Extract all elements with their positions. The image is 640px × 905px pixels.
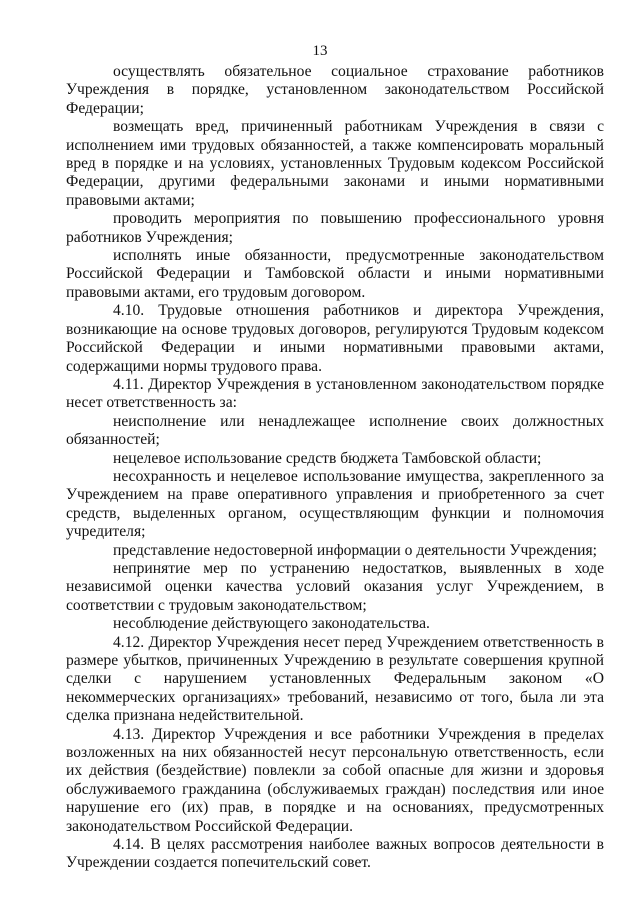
paragraph-section-4-13: 4.13. Директор Учреждения и все работники Учреждения в пределах возложенных на них обязанностей несут персональную ответственность, если их действия (бездействие) повлекли за собой опасные для жизни и здоровья обслуживаемого гражданина (обслуживаемых граждан) последствия или иное нарушение его (их) прав, в порядке и на основаниях, предусмотренных законодательством Российской Федерации. [66,725,604,835]
paragraph-social-insurance: осуществлять обязательное социальное страхование работников Учреждения в порядке, установленном законодательством Российской Федерации; [66,63,604,117]
paragraph-section-4-12: 4.12. Директор Учреждения несет перед Учреждением ответственность в размере убытков, причиненных Учреждению в результате совершения крупной сделки с нарушением установленных Федеральным законом «О некоммерческих организациях» требований, независимо от того, была ли эта сделка признана недействительной. [66,633,604,725]
paragraph-property-misuse: несохранность и нецелевое использование имущества, закрепленного за Учреждением на праве оперативного управления и приобретенного за счет средств, выделенных органом, осуществляющим функции и полномочия учредителя; [66,467,604,541]
paragraph-section-4-10: 4.10. Трудовые отношения работников и директора Учреждения, возникающие на основе трудовых договоров, регулируются Трудовым кодексом Российской Федерации и иными нормативными правовыми актами, содержащими нормы трудового права. [66,302,604,375]
paragraph-section-4-14: 4.14. В целях рассмотрения наиболее важных вопросов деятельности в Учреждении создается попечительский совет. [66,836,604,872]
paragraph-budget-misuse: нецелевое использование средств бюджета Тамбовской области; [113,449,542,467]
paragraph-professional-training: проводить мероприятия по повышению профессионального уровня работников Учреждения; [66,210,604,246]
paragraph-noncompliance: несоблюдение действующего законодательства. [113,615,430,633]
document-body [66,63,604,873]
paragraph-nonperformance: неисполнение или ненадлежащее исполнение своих должностных обязанностей; [66,412,604,449]
paragraph-other-duties: исполнять иные обязанности, предусмотренные законодательством Российской Федерации и Тамбовской области и иными нормативными правовыми актами, его трудовым договором. [66,247,604,301]
paragraph-quality-assessment: непринятие мер по устранению недостатков, выявленных в ходе независимой оценки качества условий оказания услуг Учреждением, в соответствии с трудовым законодательством; [66,559,604,614]
paragraph-compensate-harm: возмещать вред, причиненный работникам Учреждения в связи с исполнением ими трудовых обязанностей, а также компенсировать моральный вред в порядке и на условиях, установленных Трудовым кодексом Российской Федерации, другими федеральными законами и иными нормативными правовыми актами; [66,118,604,209]
page-number: 13 [312,43,328,59]
paragraph-section-4-11: 4.11. Директор Учреждения в установленном законодательством порядке несет ответственность за: [66,375,604,412]
paragraph-false-information: представление недостоверной информации о деятельности Учреждения; [113,541,597,559]
